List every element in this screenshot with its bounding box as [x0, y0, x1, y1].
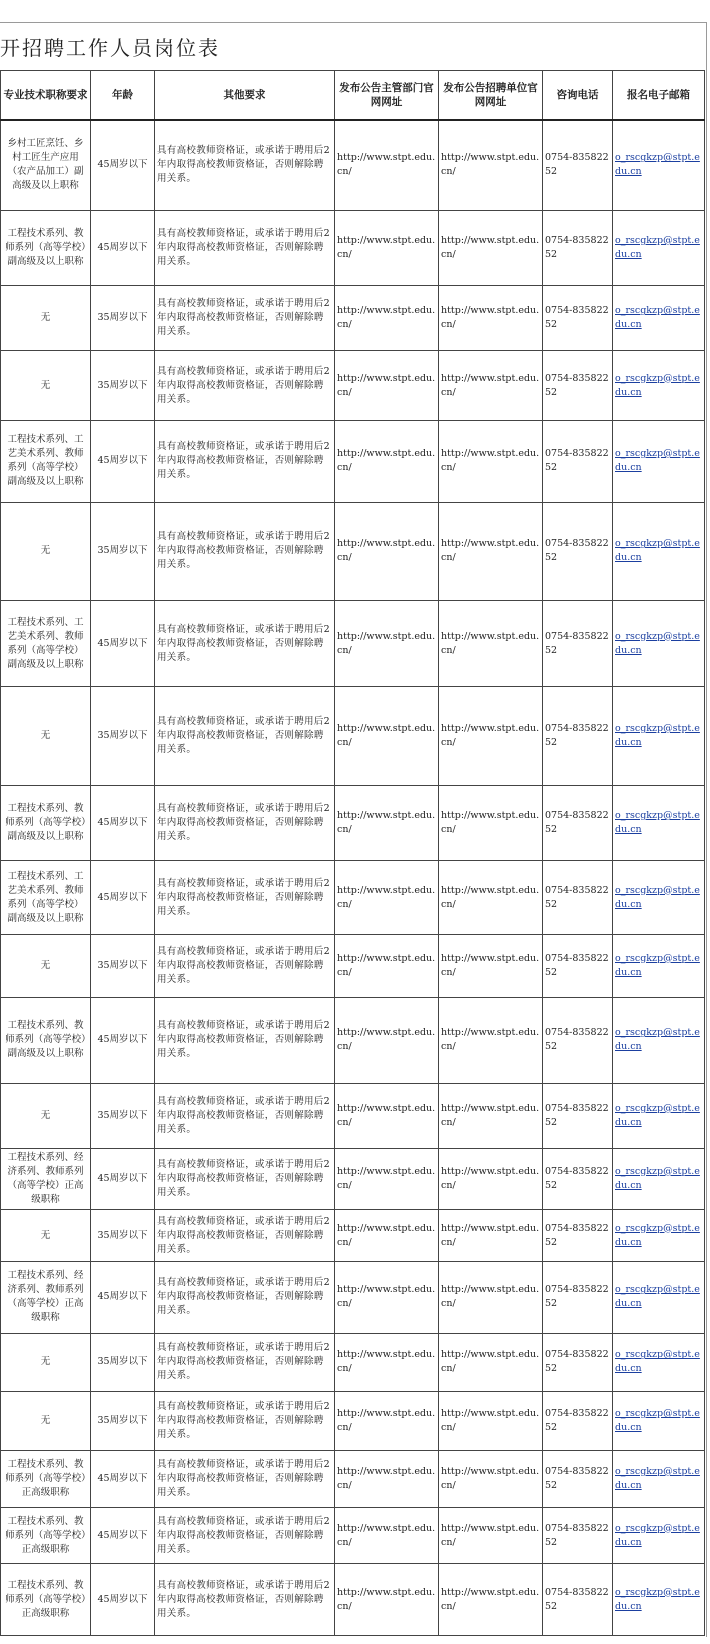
cell-unit-url[interactable]: http://www.stpt.edu.cn/ — [439, 1083, 543, 1148]
cell-dept-url[interactable]: http://www.stpt.edu.cn/ — [335, 785, 439, 861]
cell-other-requirements: 具有高校教师资格证，或承诺于聘用后2年内取得高校教师资格证，否则解除聘用关系。 — [155, 1333, 335, 1392]
cell-phone: 0754-83582252 — [543, 1564, 613, 1636]
cell-unit-url[interactable]: http://www.stpt.edu.cn/ — [439, 997, 543, 1083]
cell-phone: 0754-83582252 — [543, 785, 613, 861]
cell-title-requirement: 无 — [1, 502, 91, 601]
header-dept-url: 发布公告主管部门官网网址 — [335, 71, 439, 121]
cell-dept-url[interactable]: http://www.stpt.edu.cn/ — [335, 997, 439, 1083]
table-row — [1, 1564, 705, 1636]
cell-title-requirement: 无 — [1, 351, 91, 420]
cell-unit-url[interactable]: http://www.stpt.edu.cn/ — [439, 601, 543, 687]
cell-email-link[interactable]: o_rscgkzp@stpt.edu.cn — [613, 1262, 705, 1333]
cell-unit-url[interactable]: http://www.stpt.edu.cn/ — [439, 1333, 543, 1392]
cell-dept-url[interactable]: http://www.stpt.edu.cn/ — [335, 1451, 439, 1508]
cell-title-requirement: 无 — [1, 1209, 91, 1261]
cell-phone: 0754-83582252 — [543, 861, 613, 934]
cell-age: 35周岁以下 — [91, 934, 155, 997]
table-row — [1, 420, 705, 502]
cell-phone: 0754-83582252 — [543, 1333, 613, 1392]
cell-title-requirement: 无 — [1, 934, 91, 997]
table-row — [1, 1333, 705, 1392]
table-row — [1, 785, 705, 861]
header-phone: 咨询电话 — [543, 71, 613, 121]
cell-other-requirements: 具有高校教师资格证，或承诺于聘用后2年内取得高校教师资格证，否则解除聘用关系。 — [155, 601, 335, 687]
header-other-requirements: 其他要求 — [155, 71, 335, 121]
cell-age: 45周岁以下 — [91, 210, 155, 286]
cell-other-requirements: 具有高校教师资格证，或承诺于聘用后2年内取得高校教师资格证，否则解除聘用关系。 — [155, 286, 335, 351]
cell-title-requirement: 无 — [1, 687, 91, 786]
cell-dept-url[interactable]: http://www.stpt.edu.cn/ — [335, 687, 439, 786]
table-row — [1, 997, 705, 1083]
cell-other-requirements: 具有高校教师资格证，或承诺于聘用后2年内取得高校教师资格证，否则解除聘用关系。 — [155, 687, 335, 786]
cell-phone: 0754-83582252 — [543, 351, 613, 420]
table-row — [1, 1507, 705, 1564]
cell-other-requirements: 具有高校教师资格证，或承诺于聘用后2年内取得高校教师资格证，否则解除聘用关系。 — [155, 934, 335, 997]
cell-title-requirement: 工程技术系列、教师系列（高等学校）正高级职称 — [1, 1507, 91, 1564]
cell-phone: 0754-83582252 — [543, 286, 613, 351]
cell-title-requirement: 无 — [1, 1333, 91, 1392]
header-email: 报名电子邮箱 — [613, 71, 705, 121]
cell-phone: 0754-83582252 — [543, 1392, 613, 1451]
cell-title-requirement: 工程技术系列、教师系列（高等学校）正高级职称 — [1, 1564, 91, 1636]
cell-unit-url[interactable]: http://www.stpt.edu.cn/ — [439, 120, 543, 210]
cell-other-requirements: 具有高校教师资格证，或承诺于聘用后2年内取得高校教师资格证，否则解除聘用关系。 — [155, 420, 335, 502]
cell-unit-url[interactable]: http://www.stpt.edu.cn/ — [439, 351, 543, 420]
cell-email-link[interactable]: o_rscgkzp@stpt.edu.cn — [613, 420, 705, 502]
cell-title-requirement: 工程技术系列、经济系列、教师系列（高等学校）正高级职称 — [1, 1148, 91, 1209]
cell-dept-url[interactable]: http://www.stpt.edu.cn/ — [335, 1392, 439, 1451]
cell-dept-url[interactable]: http://www.stpt.edu.cn/ — [335, 351, 439, 420]
cell-age: 45周岁以下 — [91, 1507, 155, 1564]
cell-unit-url[interactable]: http://www.stpt.edu.cn/ — [439, 210, 543, 286]
cell-age: 45周岁以下 — [91, 997, 155, 1083]
cell-title-requirement: 无 — [1, 1083, 91, 1148]
cell-unit-url[interactable]: http://www.stpt.edu.cn/ — [439, 420, 543, 502]
cell-title-requirement: 工程技术系列、教师系列（高等学校）副高级及以上职称 — [1, 210, 91, 286]
cell-dept-url[interactable]: http://www.stpt.edu.cn/ — [335, 1333, 439, 1392]
cell-email-link[interactable]: o_rscgkzp@stpt.edu.cn — [613, 1392, 705, 1451]
cell-dept-url[interactable]: http://www.stpt.edu.cn/ — [335, 934, 439, 997]
cell-title-requirement: 无 — [1, 286, 91, 351]
cell-email-link[interactable]: o_rscgkzp@stpt.edu.cn — [613, 1564, 705, 1636]
cell-age: 45周岁以下 — [91, 601, 155, 687]
cell-other-requirements: 具有高校教师资格证，或承诺于聘用后2年内取得高校教师资格证，否则解除聘用关系。 — [155, 351, 335, 420]
cell-unit-url[interactable]: http://www.stpt.edu.cn/ — [439, 1262, 543, 1333]
table-row — [1, 1262, 705, 1333]
cell-dept-url[interactable]: http://www.stpt.edu.cn/ — [335, 1564, 439, 1636]
cell-title-requirement: 工程技术系列、教师系列（高等学校）副高级及以上职称 — [1, 997, 91, 1083]
cell-email-link[interactable]: o_rscgkzp@stpt.edu.cn — [613, 1148, 705, 1209]
cell-dept-url[interactable]: http://www.stpt.edu.cn/ — [335, 601, 439, 687]
cell-email-link[interactable]: o_rscgkzp@stpt.edu.cn — [613, 997, 705, 1083]
cell-phone: 0754-83582252 — [543, 1507, 613, 1564]
cell-age: 45周岁以下 — [91, 861, 155, 934]
header-title-requirement: 专业技术职称要求 — [1, 71, 91, 121]
cell-title-requirement: 工程技术系列、经济系列、教师系列（高等学校）正高级职称 — [1, 1262, 91, 1333]
table-row — [1, 210, 705, 286]
cell-title-requirement: 工程技术系列、工艺美术系列、教师系列（高等学校）副高级及以上职称 — [1, 420, 91, 502]
cell-age: 35周岁以下 — [91, 286, 155, 351]
cell-age: 45周岁以下 — [91, 1564, 155, 1636]
table-row — [1, 934, 705, 997]
cell-title-requirement: 工程技术系列、工艺美术系列、教师系列（高等学校）副高级及以上职称 — [1, 601, 91, 687]
table-body — [1, 120, 705, 1636]
page-title: 开招聘工作人员岗位表 — [0, 36, 220, 60]
cell-email-link[interactable]: o_rscgkzp@stpt.edu.cn — [613, 1507, 705, 1564]
cell-title-requirement: 乡村工匠烹饪、乡村工匠生产应用（农产品加工）副高级及以上职称 — [1, 120, 91, 210]
cell-age: 45周岁以下 — [91, 1148, 155, 1209]
cell-email-link[interactable]: o_rscgkzp@stpt.edu.cn — [613, 120, 705, 210]
cell-email-link[interactable]: o_rscgkzp@stpt.edu.cn — [613, 861, 705, 934]
cell-phone: 0754-83582252 — [543, 934, 613, 997]
cell-dept-url[interactable]: http://www.stpt.edu.cn/ — [335, 1209, 439, 1261]
cell-age: 35周岁以下 — [91, 351, 155, 420]
cell-other-requirements: 具有高校教师资格证，或承诺于聘用后2年内取得高校教师资格证，否则解除聘用关系。 — [155, 1451, 335, 1508]
cell-other-requirements: 具有高校教师资格证，或承诺于聘用后2年内取得高校教师资格证，否则解除聘用关系。 — [155, 1148, 335, 1209]
table-row — [1, 502, 705, 601]
cell-unit-url[interactable]: http://www.stpt.edu.cn/ — [439, 1392, 543, 1451]
cell-dept-url[interactable]: http://www.stpt.edu.cn/ — [335, 1148, 439, 1209]
cell-phone: 0754-83582252 — [543, 1209, 613, 1261]
cell-title-requirement: 工程技术系列、教师系列（高等学校）副高级及以上职称 — [1, 785, 91, 861]
cell-dept-url[interactable]: http://www.stpt.edu.cn/ — [335, 286, 439, 351]
cell-phone: 0754-83582252 — [543, 1083, 613, 1148]
cell-unit-url[interactable]: http://www.stpt.edu.cn/ — [439, 1209, 543, 1261]
cell-email-link[interactable]: o_rscgkzp@stpt.edu.cn — [613, 1451, 705, 1508]
cell-phone: 0754-83582252 — [543, 210, 613, 286]
cell-unit-url[interactable]: http://www.stpt.edu.cn/ — [439, 1507, 543, 1564]
cell-unit-url[interactable]: http://www.stpt.edu.cn/ — [439, 1451, 543, 1508]
cell-email-link[interactable]: o_rscgkzp@stpt.edu.cn — [613, 934, 705, 997]
cell-phone: 0754-83582252 — [543, 1262, 613, 1333]
cell-phone: 0754-83582252 — [543, 420, 613, 502]
cell-unit-url[interactable]: http://www.stpt.edu.cn/ — [439, 502, 543, 601]
cell-age: 35周岁以下 — [91, 1333, 155, 1392]
cell-dept-url[interactable]: http://www.stpt.edu.cn/ — [335, 1262, 439, 1333]
cell-age: 35周岁以下 — [91, 1392, 155, 1451]
cell-age: 35周岁以下 — [91, 1209, 155, 1261]
table-row — [1, 351, 705, 420]
table-row — [1, 120, 705, 210]
cell-age: 45周岁以下 — [91, 420, 155, 502]
cell-title-requirement: 工程技术系列、工艺美术系列、教师系列（高等学校）副高级及以上职称 — [1, 861, 91, 934]
cell-phone: 0754-83582252 — [543, 1148, 613, 1209]
table-row — [1, 861, 705, 934]
cell-other-requirements: 具有高校教师资格证，或承诺于聘用后2年内取得高校教师资格证，否则解除聘用关系。 — [155, 1507, 335, 1564]
header-age: 年龄 — [91, 71, 155, 121]
cell-unit-url[interactable]: http://www.stpt.edu.cn/ — [439, 687, 543, 786]
cell-email-link[interactable]: o_rscgkzp@stpt.edu.cn — [613, 687, 705, 786]
cell-phone: 0754-83582252 — [543, 601, 613, 687]
cell-age: 35周岁以下 — [91, 1083, 155, 1148]
cell-phone: 0754-83582252 — [543, 687, 613, 786]
cell-phone: 0754-83582252 — [543, 120, 613, 210]
cell-email-link[interactable]: o_rscgkzp@stpt.edu.cn — [613, 1083, 705, 1148]
cell-phone: 0754-83582252 — [543, 1451, 613, 1508]
cell-dept-url[interactable]: http://www.stpt.edu.cn/ — [335, 502, 439, 601]
table-row — [1, 1451, 705, 1508]
cell-age: 35周岁以下 — [91, 502, 155, 601]
cell-email-link[interactable]: o_rscgkzp@stpt.edu.cn — [613, 1209, 705, 1261]
table-row — [1, 1083, 705, 1148]
cell-email-link[interactable]: o_rscgkzp@stpt.edu.cn — [613, 502, 705, 601]
table-header-row — [1, 71, 705, 121]
cell-phone: 0754-83582252 — [543, 997, 613, 1083]
cell-dept-url[interactable]: http://www.stpt.edu.cn/ — [335, 861, 439, 934]
cell-unit-url[interactable]: http://www.stpt.edu.cn/ — [439, 1564, 543, 1636]
cell-unit-url[interactable]: http://www.stpt.edu.cn/ — [439, 934, 543, 997]
cell-age: 45周岁以下 — [91, 1262, 155, 1333]
cell-dept-url[interactable]: http://www.stpt.edu.cn/ — [335, 420, 439, 502]
cell-unit-url[interactable]: http://www.stpt.edu.cn/ — [439, 1148, 543, 1209]
cell-email-link[interactable]: o_rscgkzp@stpt.edu.cn — [613, 210, 705, 286]
cell-dept-url[interactable]: http://www.stpt.edu.cn/ — [335, 210, 439, 286]
cell-other-requirements: 具有高校教师资格证，或承诺于聘用后2年内取得高校教师资格证，否则解除聘用关系。 — [155, 1083, 335, 1148]
table-row — [1, 1209, 705, 1261]
cell-age: 45周岁以下 — [91, 120, 155, 210]
cell-age: 45周岁以下 — [91, 785, 155, 861]
cell-age: 35周岁以下 — [91, 687, 155, 786]
cell-dept-url[interactable]: http://www.stpt.edu.cn/ — [335, 1083, 439, 1148]
table-row — [1, 687, 705, 786]
cell-other-requirements: 具有高校教师资格证，或承诺于聘用后2年内取得高校教师资格证，否则解除聘用关系。 — [155, 861, 335, 934]
cell-age: 45周岁以下 — [91, 1451, 155, 1508]
cell-title-requirement: 无 — [1, 1392, 91, 1451]
cell-other-requirements: 具有高校教师资格证，或承诺于聘用后2年内取得高校教师资格证，否则解除聘用关系。 — [155, 1262, 335, 1333]
table-row — [1, 286, 705, 351]
cell-email-link[interactable]: o_rscgkzp@stpt.edu.cn — [613, 286, 705, 351]
cell-other-requirements: 具有高校教师资格证，或承诺于聘用后2年内取得高校教师资格证，否则解除聘用关系。 — [155, 785, 335, 861]
table-row — [1, 1392, 705, 1451]
table-row — [1, 601, 705, 687]
cell-other-requirements: 具有高校教师资格证，或承诺于聘用后2年内取得高校教师资格证，否则解除聘用关系。 — [155, 1392, 335, 1451]
cell-other-requirements: 具有高校教师资格证，或承诺于聘用后2年内取得高校教师资格证，否则解除聘用关系。 — [155, 997, 335, 1083]
cell-email-link[interactable]: o_rscgkzp@stpt.edu.cn — [613, 351, 705, 420]
table-row — [1, 1148, 705, 1209]
header-unit-url: 发布公告招聘单位官网网址 — [439, 71, 543, 121]
cell-dept-url[interactable]: http://www.stpt.edu.cn/ — [335, 1507, 439, 1564]
cell-dept-url[interactable]: http://www.stpt.edu.cn/ — [335, 120, 439, 210]
positions-table — [0, 70, 705, 1636]
cell-unit-url[interactable]: http://www.stpt.edu.cn/ — [439, 861, 543, 934]
cell-email-link[interactable]: o_rscgkzp@stpt.edu.cn — [613, 1333, 705, 1392]
cell-phone: 0754-83582252 — [543, 502, 613, 601]
cell-unit-url[interactable]: http://www.stpt.edu.cn/ — [439, 286, 543, 351]
cell-other-requirements: 具有高校教师资格证，或承诺于聘用后2年内取得高校教师资格证，否则解除聘用关系。 — [155, 1564, 335, 1636]
cell-other-requirements: 具有高校教师资格证，或承诺于聘用后2年内取得高校教师资格证，否则解除聘用关系。 — [155, 210, 335, 286]
cell-title-requirement: 工程技术系列、教师系列（高等学校）正高级职称 — [1, 1451, 91, 1508]
cell-other-requirements: 具有高校教师资格证，或承诺于聘用后2年内取得高校教师资格证，否则解除聘用关系。 — [155, 502, 335, 601]
cell-email-link[interactable]: o_rscgkzp@stpt.edu.cn — [613, 785, 705, 861]
cell-other-requirements: 具有高校教师资格证，或承诺于聘用后2年内取得高校教师资格证，否则解除聘用关系。 — [155, 1209, 335, 1261]
cell-email-link[interactable]: o_rscgkzp@stpt.edu.cn — [613, 601, 705, 687]
cell-other-requirements: 具有高校教师资格证，或承诺于聘用后2年内取得高校教师资格证，否则解除聘用关系。 — [155, 120, 335, 210]
cell-unit-url[interactable]: http://www.stpt.edu.cn/ — [439, 785, 543, 861]
